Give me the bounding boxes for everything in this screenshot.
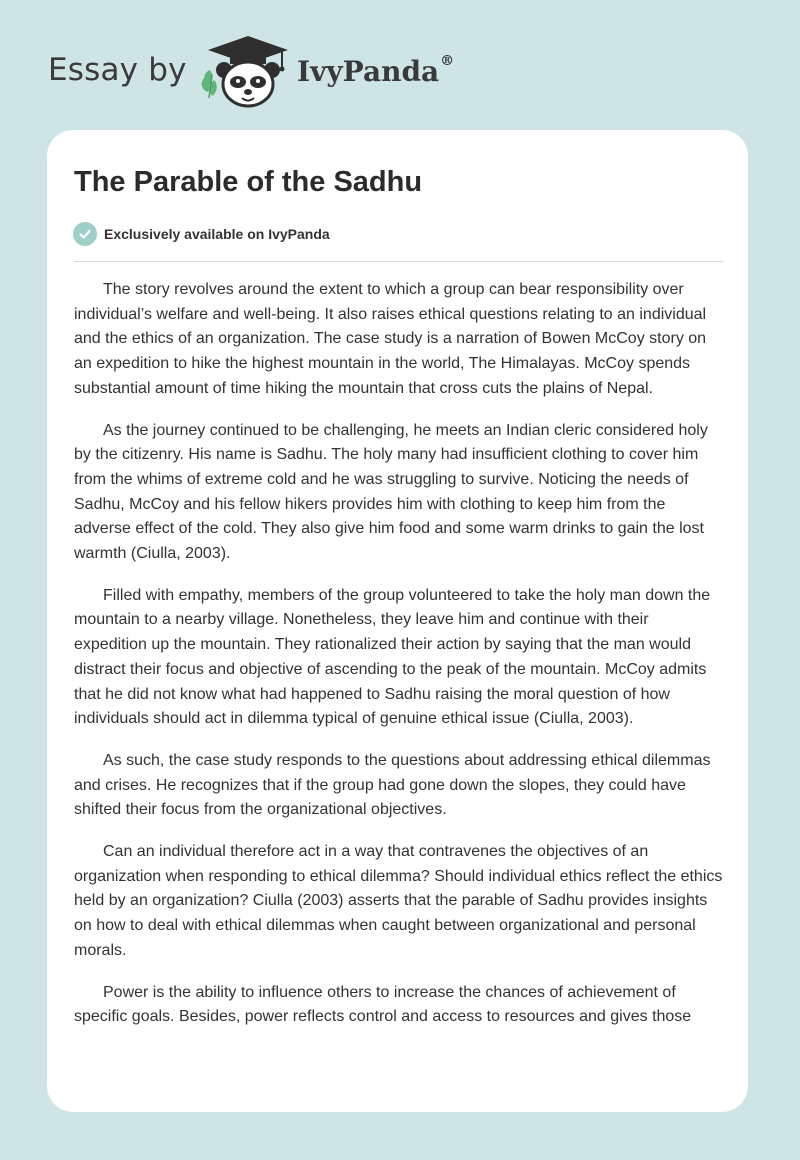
exclusive-label: Exclusively available on IvyPanda [104,226,330,242]
paragraph: As the journey continued to be challenging, he meets an Indian cleric considered holy by the citizenry. His name is Sadhu. The holy many had insufficient clothing to cover him from the whims of extreme cold and he was struggling to survive. Noticing the needs of Sadhu, McCoy and his fellow hikers provides him with clothing to keep him from the adverse effect of the cold. They also give him food and some warm drinks to gain the lost warmth (Ciulla, 2003). [74,421,708,563]
divider [74,261,723,262]
registered-mark: ® [440,53,455,69]
essay-by-label: Essay by [48,52,187,88]
brand-name[interactable] [297,55,454,88]
paragraph: Can an individual therefore act in a way that contravenes the objectives of an organization when responding to ethical dilemma? Should individual ethics reflect the ethics held by an organization? Ciulla (2003) asserts that the parable of Sadhu provides insights on how to deal with ethical dilemmas when caught between organizational and personal morals. [74,843,723,959]
essay-body [74,278,724,1047]
essay-title: The Parable of the Sadhu [74,166,423,198]
paragraph: Filled with empathy, members of the group volunteered to take the holy man down the mountain to a nearby village. Nonetheless, they leave him and continue with their expedition up the mountain. They rationalized their action by saying that the man would distract their focus and objective of ascending to the peak of the mountain. McCoy admits that he did not know what had happened to Sadhu raising the moral question of how individuals should act in dilemma typical of genuine ethical issue (Ciulla, 2003). [74,586,711,728]
paragraph: The story revolves around the extent to which a group can bear responsibility over individual’s welfare and well-being. It also raises ethical questions relating to an individual and the ethics of an organization. The case study is a narration of Bowen McCoy story on an expedition to hike the highest mountain in the world, The Himalayas. McCoy spends substantial amount of time hiking the mountain that cross cuts the plains of Nepal. [74,281,707,397]
exclusive-badge [73,222,330,246]
paragraph: Power is the ability to influence others to increase the chances of achievement of specific goals. Besides, power reflects control and access to resources and gives those [74,983,692,1026]
site-header [48,34,548,114]
brand-name-text: IvyPanda [297,55,440,88]
paragraph: As such, the case study responds to the questions about addressing ethical dilemmas and crises. He recognizes that if the group had gone down the slopes, they could have shifted their focus from the organizational objectives. [74,751,711,819]
essay-card [47,130,748,1112]
panda-logo-icon[interactable] [200,34,296,110]
checkmark-icon [73,222,97,246]
